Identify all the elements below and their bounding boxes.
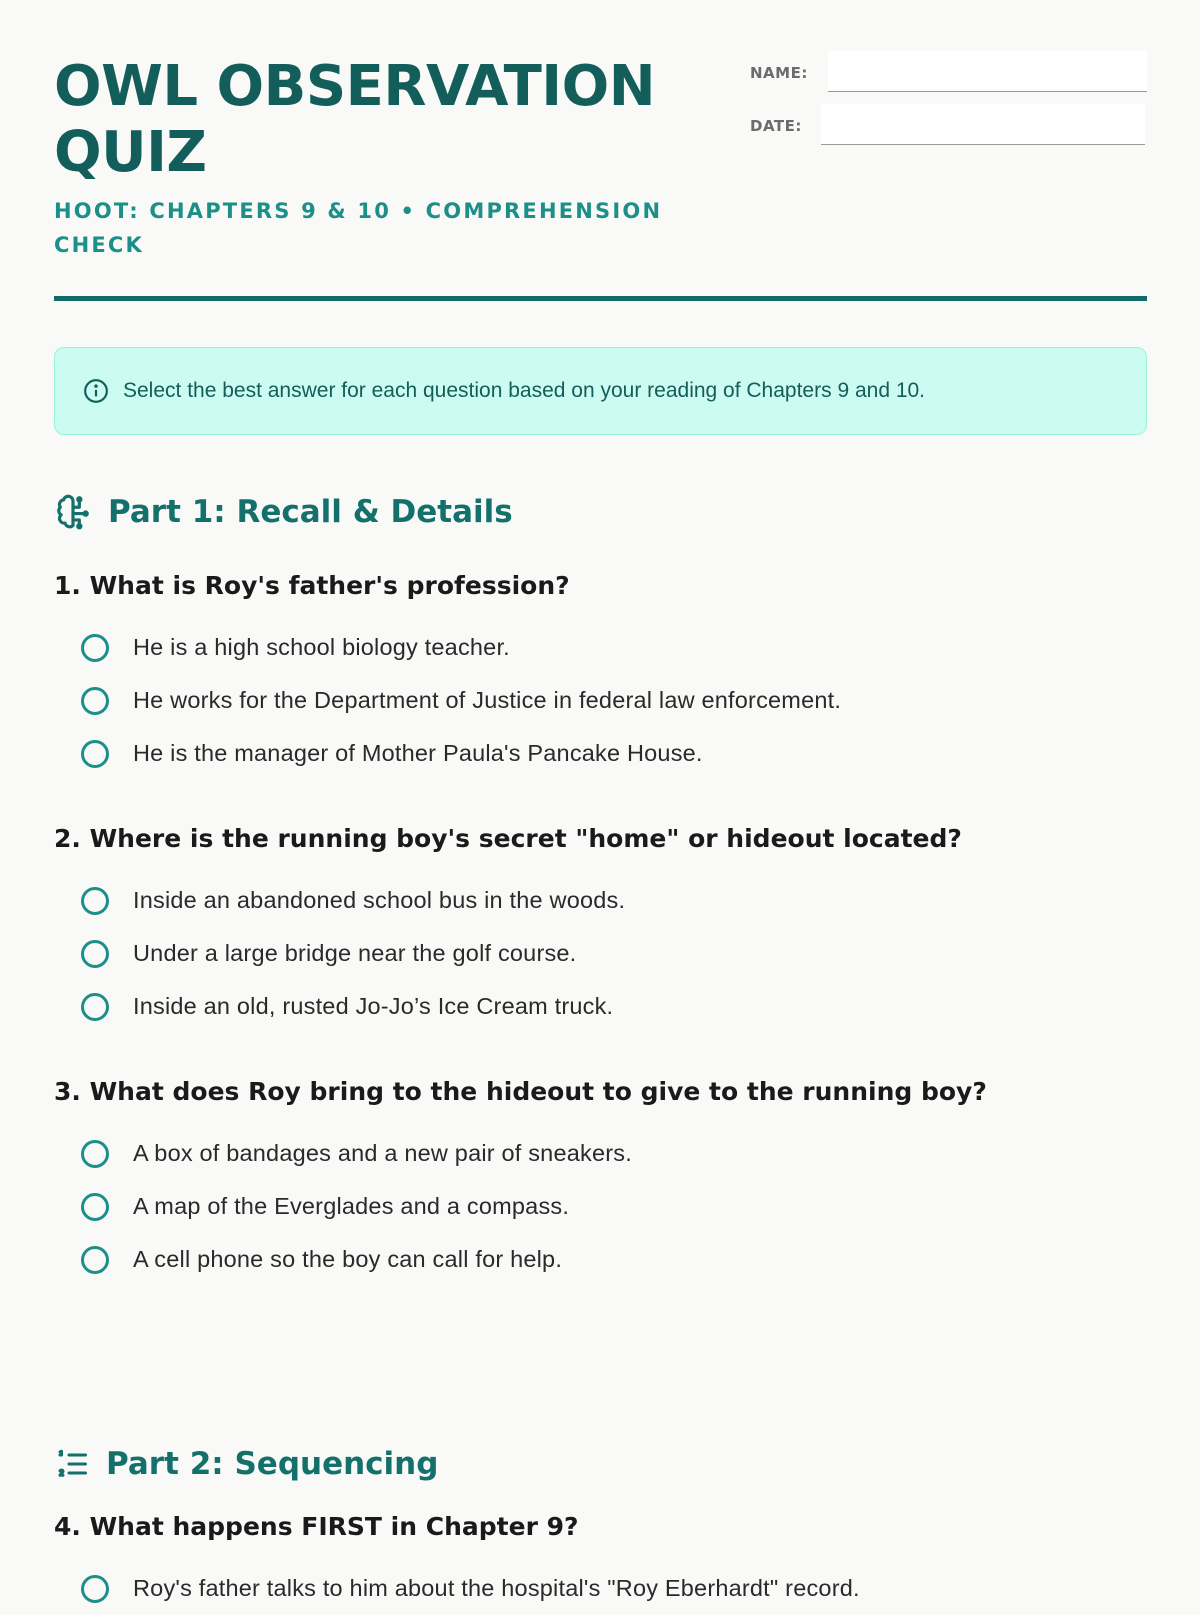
name-field[interactable] [828, 51, 1147, 92]
numbered-list-icon [54, 1446, 90, 1482]
answer-label: He works for the Department of Justice in federal law enforcement. [133, 687, 842, 713]
radio-button[interactable] [81, 1140, 109, 1168]
date-label: DATE: [750, 117, 802, 135]
radio-button[interactable] [81, 993, 109, 1021]
answer-label: He is a high school biology teacher. [133, 634, 510, 660]
page-title: OWL OBSERVATION QUIZ [54, 54, 656, 185]
answer-option[interactable] [54, 1233, 1147, 1286]
answer-label: He is the manager of Mother Paula's Pancake House. [133, 740, 703, 766]
student-info [750, 54, 1147, 160]
answer-option[interactable] [54, 727, 1147, 780]
answer-options [54, 1562, 1147, 1615]
question-text: 2. Where is the running boy's secret "home" or hideout located? [54, 824, 962, 853]
question-text: 3. What does Roy bring to the hideout to give to the running boy? [54, 1077, 987, 1106]
quiz-header [54, 0, 1147, 301]
answer-option[interactable] [54, 674, 1147, 727]
answer-options [54, 621, 1147, 780]
question-text: 1. What is Roy's father's profession? [54, 571, 570, 600]
part-2-heading [54, 1446, 438, 1482]
question-4 [54, 1510, 1147, 1615]
answer-option[interactable] [54, 621, 1147, 674]
page-subtitle: HOOT: CHAPTERS 9 & 10 • COMPREHENSION CHECK [54, 199, 663, 257]
part-1-title: Part 1: Recall & Details [108, 494, 513, 530]
radio-button[interactable] [81, 687, 109, 715]
quiz-page [54, 0, 1147, 1601]
question-2 [54, 822, 1147, 1033]
name-row [750, 54, 1147, 92]
instructions-text: Select the best answer for each question based on your reading of Chapters 9 and 10. [123, 379, 926, 402]
answer-options [54, 874, 1147, 1033]
answer-label: Inside an old, rusted Jo-Jo’s Ice Cream truck. [133, 993, 614, 1019]
answer-label: A map of the Everglades and a compass. [133, 1193, 570, 1219]
radio-button[interactable] [81, 1246, 109, 1274]
instructions-box [54, 347, 1147, 435]
answer-option[interactable] [54, 874, 1147, 927]
question-1 [54, 569, 1147, 780]
date-field[interactable] [821, 104, 1145, 145]
answer-label: A cell phone so the boy can call for help. [133, 1246, 563, 1272]
brain-icon [54, 493, 92, 531]
answer-label: A box of bandages and a new pair of sneakers. [133, 1140, 632, 1166]
radio-button[interactable] [81, 1575, 109, 1603]
info-icon [83, 378, 109, 404]
answer-label: Under a large bridge near the golf course. [133, 940, 577, 966]
answer-option[interactable] [54, 927, 1147, 980]
answer-option[interactable] [54, 1180, 1147, 1233]
answer-options [54, 1127, 1147, 1286]
answer-option[interactable] [54, 980, 1147, 1033]
radio-button[interactable] [81, 740, 109, 768]
radio-button[interactable] [81, 634, 109, 662]
radio-button[interactable] [81, 940, 109, 968]
date-row [750, 107, 1147, 145]
radio-button[interactable] [81, 887, 109, 915]
answer-option[interactable] [54, 1127, 1147, 1180]
question-3 [54, 1075, 1147, 1286]
answer-option[interactable] [54, 1562, 1147, 1615]
part-2-title: Part 2: Sequencing [106, 1446, 439, 1482]
question-text: 4. What happens FIRST in Chapter 9? [54, 1512, 579, 1541]
answer-label: Inside an abandoned school bus in the woods. [133, 887, 626, 913]
answer-label: Roy's father talks to him about the hospital's "Roy Eberhardt" record. [133, 1575, 860, 1601]
name-label: NAME: [750, 64, 808, 82]
part-1-heading [54, 493, 513, 531]
radio-button[interactable] [81, 1193, 109, 1221]
